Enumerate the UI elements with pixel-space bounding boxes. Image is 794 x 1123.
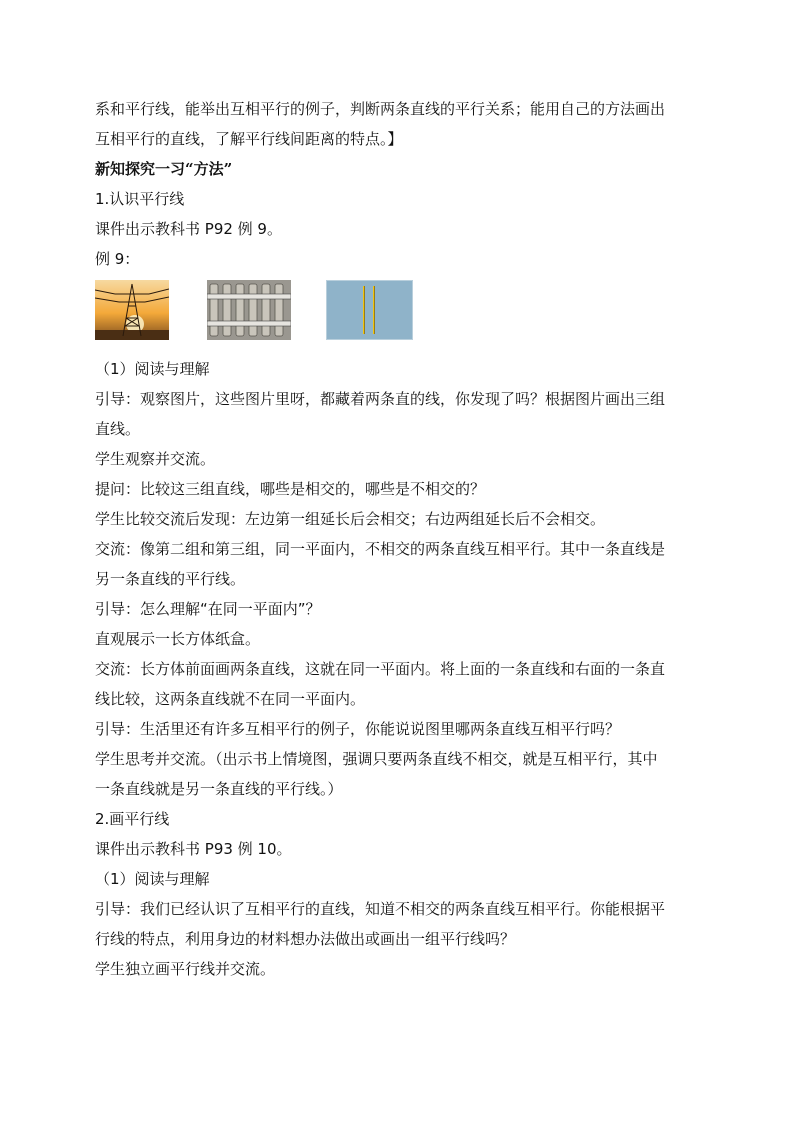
section-heading: 新知探究一习“方法”	[95, 160, 233, 178]
subsection-heading: 2.画平行线	[95, 810, 170, 828]
paragraph-line: 系和平行线，能举出互相平行的例子，判断两条直线的平行关系；能用自己的方法画出	[95, 100, 666, 118]
subsection-heading: 1.认识平行线	[95, 190, 185, 208]
parallel-lines-on-board-photo	[326, 280, 413, 340]
paragraph-line: 互相平行的直线，了解平行线间距离的特点。】	[95, 130, 403, 148]
paragraph-line: 直观展示一长方体纸盒。	[95, 630, 261, 648]
paragraph-line: 引导：怎么理解“在同一平面内”？	[95, 600, 321, 618]
railway-track-photo	[207, 280, 291, 340]
paragraph-line: 线比较，这两条直线就不在同一平面内。	[95, 690, 366, 708]
paragraph-line: 学生思考并交流。（出示书上情境图，强调只要两条直线不相交，就是互相平行，其中	[95, 750, 658, 768]
paragraph-line: 课件出示教科书 P93 例 10。	[95, 840, 292, 858]
subsection-heading: （1）阅读与理解	[95, 360, 210, 378]
paragraph-line: 学生比较交流后发现：左边第一组延长后会相交；右边两组延长后不会相交。	[95, 510, 606, 528]
paragraph-line: 直线。	[95, 420, 141, 438]
paragraph-line: 交流：像第二组和第三组，同一平面内，不相交的两条直线互相平行。其中一条直线是	[95, 540, 666, 558]
paragraph-line: 交流：长方体前面画两条直线，这就在同一平面内。将上面的一条直线和右面的一条直	[95, 660, 666, 678]
paragraph-line: 引导：观察图片，这些图片里呀，都藏着两条直的线，你发现了吗？根据图片画出三组	[95, 390, 666, 408]
subsection-heading: （1）阅读与理解	[95, 870, 210, 888]
example-label: 例 9：	[95, 250, 140, 268]
example-images	[95, 274, 705, 354]
document-body	[95, 94, 705, 984]
paragraph-line: 引导：生活里还有许多互相平行的例子，你能说说图里哪两条直线互相平行吗？	[95, 720, 621, 738]
paragraph-line: 一条直线就是另一条直线的平行线。）	[95, 780, 343, 798]
paragraph-line: 提问：比较这三组直线，哪些是相交的，哪些是不相交的？	[95, 480, 486, 498]
paragraph-line: 学生独立画平行线并交流。	[95, 960, 276, 978]
paragraph-line: 行线的特点，利用身边的材料想办法做出或画出一组平行线吗？	[95, 930, 516, 948]
paragraph-line: 另一条直线的平行线。	[95, 570, 246, 588]
paragraph-line: 引导：我们已经认识了互相平行的直线，知道不相交的两条直线互相平行。你能根据平	[95, 900, 666, 918]
paragraph-line: 课件出示教科书 P92 例 9。	[95, 220, 282, 238]
power-tower-photo	[95, 280, 169, 340]
paragraph-line: 学生观察并交流。	[95, 450, 216, 468]
